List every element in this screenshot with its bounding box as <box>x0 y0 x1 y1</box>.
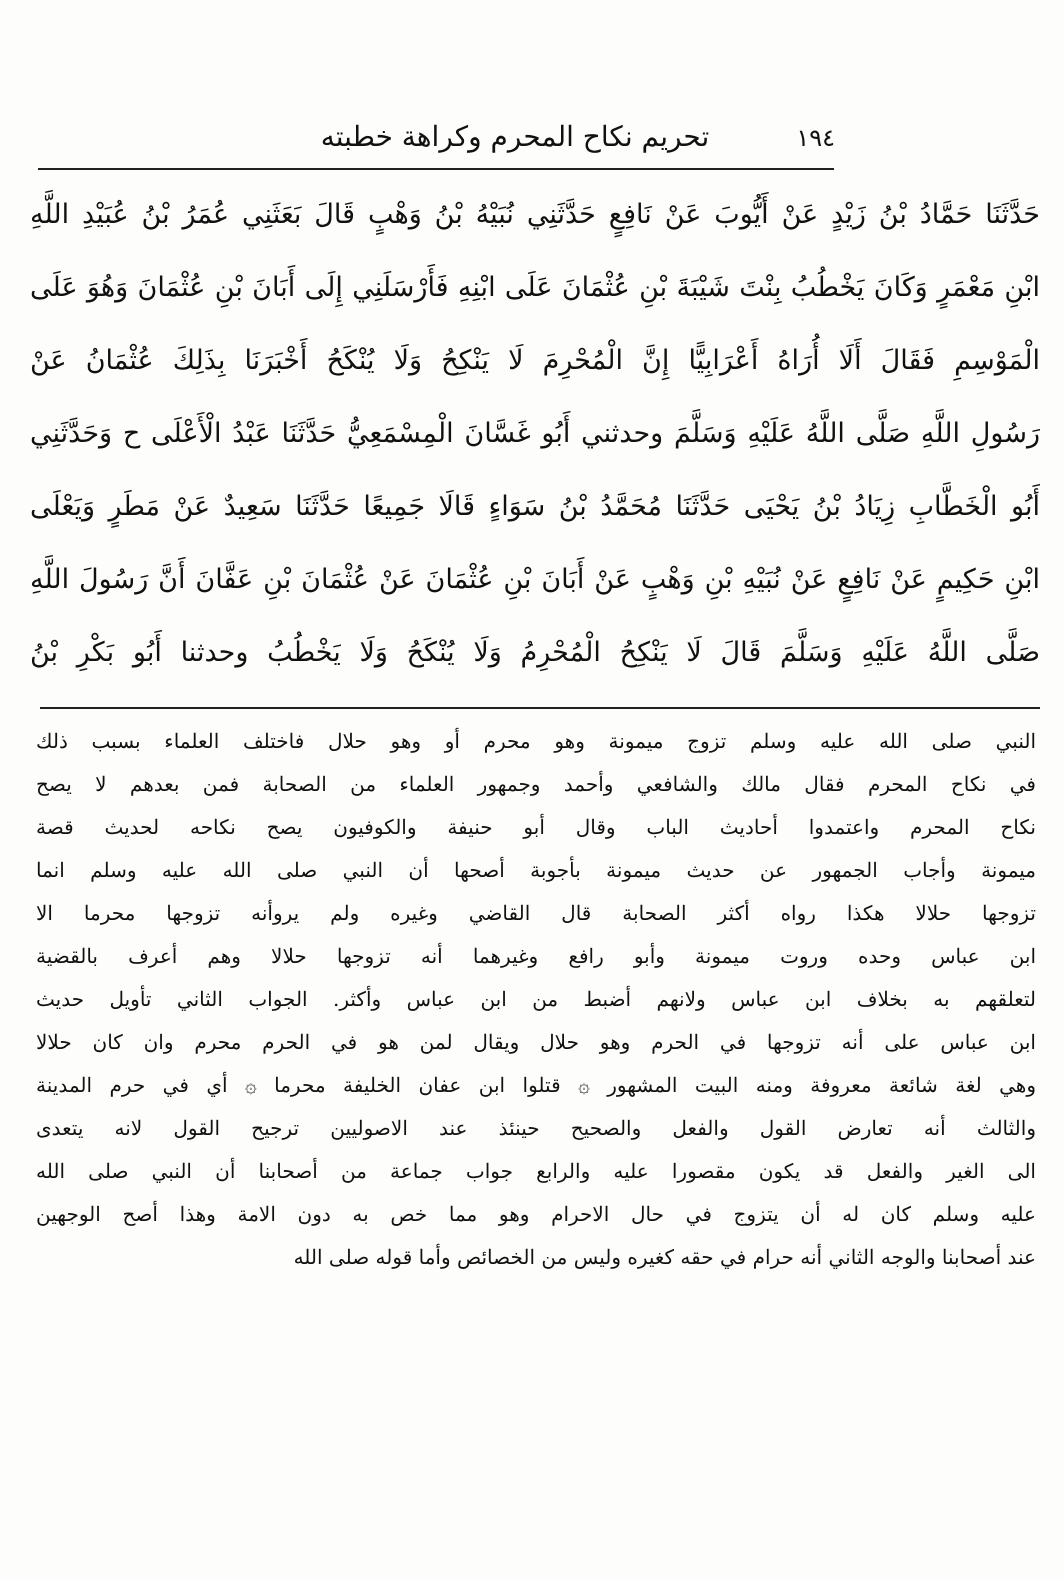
commentary-line: والثالث أنه تعارض القول والفعل والصحيح حينئذ عند الاصوليين ترجيح القول لانه يتعدى <box>36 1116 1036 1140</box>
page-header <box>215 118 835 166</box>
commentary-line: ابن عباس على أنه تزوجها في الحرم وهو حلال ويقال لمن هو في الحرم محرم وان كان حلالا <box>36 1030 1036 1054</box>
commentary-line: عند أصحابنا والوجه الثاني أنه حرام في حقه كغيره وليس من الخصائص وأما قوله صلى الله <box>293 1245 1036 1269</box>
commentary-line: الى الغير والفعل قد يكون مقصورا عليه والرابع جواب جماعة من أصحابنا أن النبي صلى الله <box>36 1159 1036 1183</box>
hadith-line: أَبُو الْخَطَّابِ زِيَادُ بْنُ يَحْيَى حَدَّثَنَا مُحَمَّدُ بْنُ سَوَاءٍ قَالَا جَمِيعًا حَدَّثَنَا سَعِيدٌ عَنْ مَطَرٍ وَيَعْلَى <box>30 491 1040 522</box>
header-rule <box>38 168 834 170</box>
commentary-line: في نكاح المحرم فقال مالك والشافعي وأحمد وجمهور العلماء من الصحابة فمن بعدهم لا يصح <box>36 772 1036 796</box>
commentary-line: وهي لغة شائعة معروفة ومنه البيت المشهور ۞ قتلوا ابن عفان الخليفة محرما ۞ أي في حرم المدينة <box>36 1073 1036 1097</box>
commentary-text <box>36 720 1036 1279</box>
commentary-separator-rule <box>40 707 1040 709</box>
commentary-line: لتعلقهم به بخلاف ابن عباس ولانهم أضبط من ابن عباس وأكثر. الجواب الثاني تأويل حديث <box>36 987 1036 1011</box>
hadith-line: حَدَّثَنَا حَمَّادُ بْنُ زَيْدٍ عَنْ أَيُّوبَ عَنْ نَافِعٍ حَدَّثَنِي نُبَيْهُ بْنُ وَهْبٍ قَالَ بَعَثَنِي عُمَرُ بْنُ عُبَيْدِ اللَّهِ <box>30 199 1040 230</box>
running-title: تحريم نكاح المحرم وكراهة خطبته <box>320 120 710 153</box>
commentary-line: ميمونة وأجاب الجمهور عن حديث ميمونة بأجوبة أصحها أن النبي صلى الله عليه وسلم انما <box>36 858 1036 882</box>
page-number: ١٩٤ <box>796 124 835 152</box>
hadith-line: ابْنِ مَعْمَرٍ وَكَانَ يَخْطُبُ بِنْتَ شَيْبَةَ بْنِ عُثْمَانَ عَلَى ابْنِهِ فَأَرْسَلَنِي إِلَى أَبَانَ بْنِ عُثْمَانَ وَهُوَ عَلَى <box>30 272 1040 303</box>
commentary-line: تزوجها حلالا هكذا رواه أكثر الصحابة قال القاضي وغيره ولم يروأنه تزوجها محرما الا <box>36 901 1036 925</box>
commentary-line: نكاح المحرم واعتمدوا أحاديث الباب وقال أبو حنيفة والكوفيون يصح نكاحه لحديث قصة <box>36 815 1036 839</box>
commentary-line: عليه وسلم كان له أن يتزوج في حال الاحرام وهو مما خص به دون الامة وهذا أصح الوجهين <box>36 1202 1036 1226</box>
hadith-text <box>30 178 1040 689</box>
hadith-line: الْمَوْسِمِ فَقَالَ أَلَا أُرَاهُ أَعْرَابِيًّا إِنَّ الْمُحْرِمَ لَا يَنْكِحُ وَلَا يُنْكَحُ أَخْبَرَنَا بِذَلِكَ عُثْمَانُ عَنْ <box>30 345 1040 376</box>
hadith-line: رَسُولِ اللَّهِ صَلَّى اللَّهُ عَلَيْهِ وَسَلَّمَ وحدثني أَبُو غَسَّانَ الْمِسْمَعِيُّ حَدَّثَنَا عَبْدُ الْأَعْلَى ح وَحَدَّثَنِي <box>30 418 1040 449</box>
hadith-line: ابْنِ حَكِيمٍ عَنْ نَافِعٍ عَنْ نُبَيْهِ بْنِ وَهْبٍ عَنْ أَبَانَ بْنِ عُثْمَانَ عَنْ عُثْمَانَ بْنِ عَفَّانَ أَنَّ رَسُولَ اللَّهِ <box>30 564 1040 595</box>
commentary-line: ابن عباس وحده وروت ميمونة وأبو رافع وغيرهما أنه تزوجها حلالا وهم أعرف بالقضية <box>36 944 1036 968</box>
hadith-line: صَلَّى اللَّهُ عَلَيْهِ وَسَلَّمَ قَالَ لَا يَنْكِحُ الْمُحْرِمُ وَلَا يُنْكَحُ وَلَا يَخْطُبُ وحدثنا أَبُو بَكْرِ بْنُ <box>30 637 1040 668</box>
commentary-line: النبي صلى الله عليه وسلم تزوج ميمونة وهو محرم أو وهو حلال فاختلف العلماء بسبب ذلك <box>36 729 1036 753</box>
